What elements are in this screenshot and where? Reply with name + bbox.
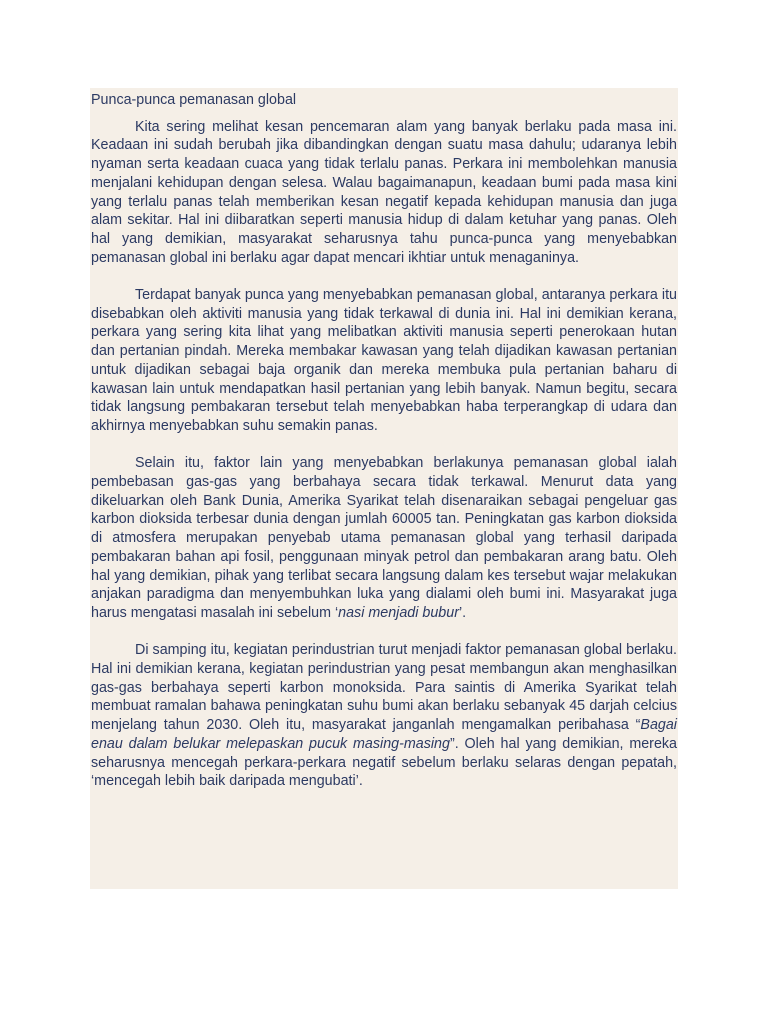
paragraph-2 (91, 286, 677, 436)
paragraph-1-text: Kita sering melihat kesan pencemaran alam yang banyak berlaku pada masa ini. Keadaan ini sudah berubah jika dibandingkan dengan suatu masa dahulu; udaranya lebih nyaman serta keadaan cuaca yang tidak terlalu panas. Perkara ini membolehkan manusia menjalani kehidupan dengan selesa. Walau bagaimanapun, keadaan bumi pada masa kini yang terlalu panas telah memberikan kesan negatif kepada kehidupan manusia dan juga alam sekitar. Hal ini diibaratkan seperti manusia hidup di dalam ketuhar yang panas. Oleh hal yang demikian, masyarakat seharusnya tahu punca-punca yang menyebabkan pemanasan global ini berlaku agar dapat mencari ikhtiar untuk menaganinya. (91, 118, 677, 266)
document-title: Punca-punca pemanasan global (91, 92, 297, 108)
paragraph-4-text: Di samping itu, kegiatan perindustrian turut menjadi faktor pemanasan global berlaku. Hal ini demikian kerana, kegiatan perindustrian yang pesat membangun akan menghasilkan gas-gas berbahaya seperti karbon monoksida. Para saintis di Amerika Syarikat telah membuat ramalan bahawa peningkatan suhu bumi akan berlaku sebanyak 45 darjah celcius menjelang tahun 2030. Oleh itu, masyarakat janganlah mengamalkan peribahasa “ (91, 642, 677, 734)
paragraph-3-idiom: nasi menjadi bubur (338, 604, 459, 621)
paragraph-1 (91, 118, 677, 268)
paragraph-3-text: Selain itu, faktor lain yang menyebabkan berlakunya pemanasan global ialah pembebasan gas-gas yang berbahaya secara tidak terkawal. Menurut data yang dikeluarkan oleh Bank Dunia, Amerika Syarikat telah disenaraikan sebagai pengeluar gas karbon dioksida terbesar dunia dengan jumlah 60005 tan. Peningkatan gas karbon dioksida di atmosfera merupakan penyebab utama pemanasan global yang terhasil daripada pembakaran bahan api fosil, penggunaan minyak petrol dan pembakaran arang batu. Oleh hal yang demikian, pihak yang terlibat secara langsung dalam kes tersebut wajar melakukan anjakan paradigma dan menyembuhkan luka yang dialami oleh bumi ini. Masyarakat juga harus mengatasi masalah ini sebelum ‘ (91, 455, 677, 621)
paragraph-4 (91, 641, 677, 791)
paragraph-4-proverb: Bagai enau dalam belukar melepaskan pucuk masing-masing (91, 717, 677, 752)
document-content (91, 91, 677, 791)
paragraph-3 (91, 454, 677, 622)
paragraph-4-tail: ”. Oleh hal yang demikian, mereka seharusnya mencegah perkara-perkara negatif sebelum berlaku selaras dengan pepatah, ‘mencegah lebih baik daripada mengubati’. (91, 735, 677, 790)
paragraph-2-text: Terdapat banyak punca yang menyebabkan pemanasan global, antaranya perkara itu disebabkan oleh aktiviti manusia yang tidak terkawal di dunia ini. Hal ini demikian kerana, perkara yang sering kita lihat yang melibatkan aktiviti manusia seperti penerokaan hutan dan pertanian pindah. Mereka membakar kawasan yang telah dijadikan kawasan pertanian untuk dijadikan sebagai baja organik dan mereka membuka pula pertanian baharu di kawasan lain untuk mendapatkan hasil pertanian yang lebih banyak. Namun begitu, secara tidak langsung pembakaran tersebut telah menyebabkan haba terperangkap di udara dan akhirnya menyebabkan suhu semakin panas. (91, 287, 677, 434)
paragraph-3-tail: ’. (458, 604, 467, 621)
